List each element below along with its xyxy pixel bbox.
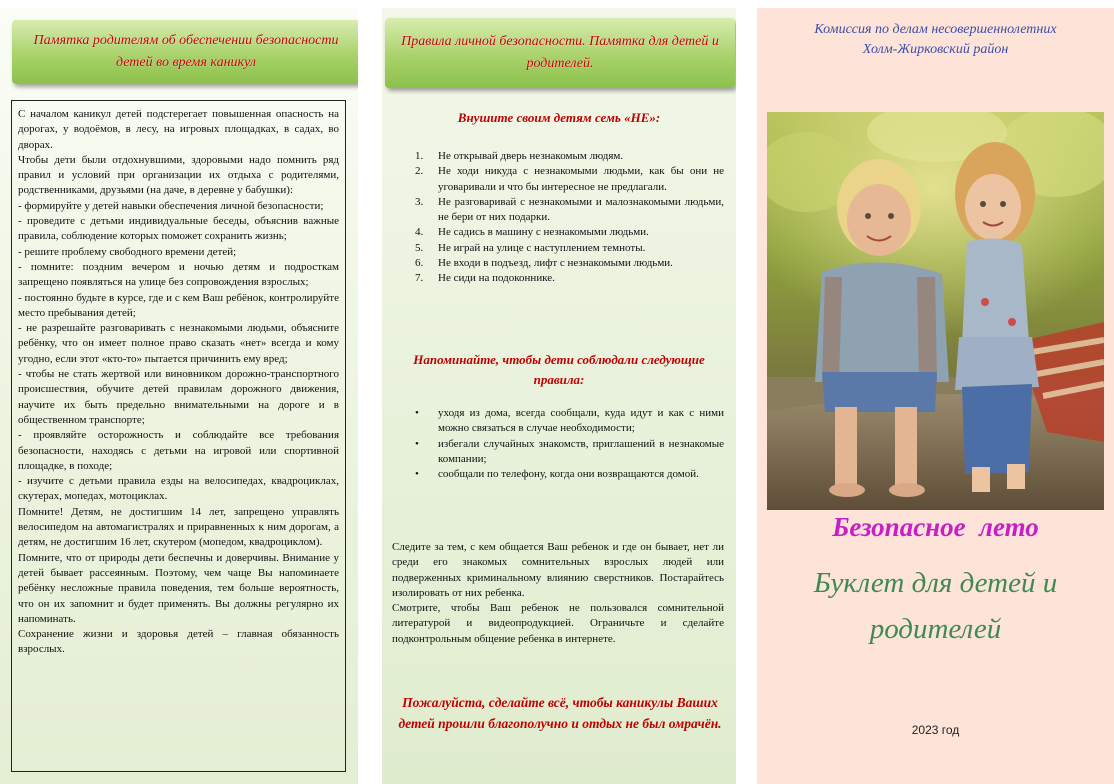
closing-message: Пожалуйста, сделайте всё, чтобы каникулы Ваших детей прошли благополучно и отдых не был омрачён.: [398, 695, 722, 731]
remind-heading: Напоминайте, чтобы дети соблюдали следующие правила:: [413, 352, 705, 387]
bullet-item: • избегали случайных знакомств, приглашений в незнакомые компании;: [415, 437, 724, 465]
left-title-box: [12, 20, 358, 84]
rules-list: [382, 149, 732, 287]
children-photo-image: [767, 112, 1104, 510]
booklet-line-1: Буклет для детей и: [813, 567, 1058, 599]
left-paragraph: - проявляйте осторожность и соблюдайте все требования безопасности, находясь с детьми на игровой или спортивной площадке, в походе;: [18, 429, 339, 472]
commission-header: [757, 20, 1114, 60]
commission-line: Комиссия по делам несовершеннолетних: [814, 22, 1057, 37]
left-paragraph: - изучите с детьми правила езды на велосипедах, квадроциклах, скутерах, мопедах, мотоциклах.: [18, 475, 339, 503]
rule-item: 2. Не ходи никуда с незнакомыми людьми, как бы они не уговаривали и что бы интересное не предлагали.: [415, 165, 724, 193]
left-text-box: [11, 100, 346, 772]
booklet-title: [757, 560, 1114, 652]
safe-summer-title: Безопасное лето: [832, 512, 1039, 542]
bullet-item: • уходя из дома, всегда сообщали, куда идут и как с ними можно связаться в случае необходимости;: [415, 407, 724, 435]
middle-title: Правила личной безопасности. Памятка для детей и родителей.: [401, 34, 719, 71]
bullets-list: [382, 406, 732, 482]
rule-item: 7. Не сиди на подоконнике.: [415, 272, 555, 285]
rule-item: 6. Не входи в подъезд, лифт с незнакомыми людьми.: [415, 257, 673, 270]
bullet-item: • сообщали по телефону, когда они возвращаются домой.: [415, 468, 699, 481]
left-paragraph: Помните, что от природы дети беспечны и доверчивы. Внимание у детей бывает рассеянным. Поэтому, чем чаще Вы напоминаете ребёнку несложные правила поведения, тем больше вероятность, что он их запомнит и будет применять. Вы должны регулярно их напоминать.: [18, 551, 339, 625]
advice-block: [392, 540, 724, 647]
left-paragraph: Чтобы дети были отдохнувшими, здоровыми надо помнить ряд правил и условий при организации их отдыха с родителями, родственниками, друзьями (на даче, в деревне у бабушки):: [18, 153, 339, 197]
left-paragraph: - постоянно будьте в курсе, где и с кем Ваш ребёнок, контролируйте место пребывания детей;: [18, 291, 339, 319]
left-paragraph: - решите проблему свободного времени детей;: [18, 245, 237, 258]
left-panel: [0, 8, 358, 784]
left-paragraph: Помните! Детям, не достигшим 14 лет, запрещено управлять велосипедом на автомагистралях и приравненных к ним дорогам, а детям, не достигшим 16 лет, скутером (мопедом, квадроциклом).: [18, 505, 339, 549]
middle-panel: [382, 8, 736, 784]
rule-item: 1. Не открывай дверь незнакомым людям.: [415, 150, 624, 162]
left-paragraph: Сохранение жизни и здоровья детей – главная обязанность взрослых.: [18, 628, 339, 656]
left-paragraph: - формируйте у детей навыки обеспечения личной безопасности;: [18, 199, 324, 212]
left-title: Памятка родителям об обеспечении безопасности детей во время каникул: [33, 33, 339, 70]
left-paragraph: С началом каникул детей подстерегает повышенная опасность на дорогах, у водоёмов, в лесу, на игровых площадках, в садах, во дворах.: [18, 108, 339, 151]
year: 2023 год: [911, 723, 960, 737]
advice-paragraph: Следите за тем, с кем общается Ваш ребенок и где он бывает, нет ли среди его знакомых сомнительных взрослых людей или подверженных криминальному влиянию сверстников. Постарайтесь изолировать от них ребенка.: [392, 541, 724, 599]
left-paragraph: - проведите с детьми индивидуальные беседы, объяснив важные правила, соблюдение которых поможет сохранить жизнь;: [18, 215, 339, 243]
rule-item: 4. Не садись в машину с незнакомыми людьми.: [415, 226, 649, 239]
rule-item: 5. Не играй на улице с наступлением темноты.: [415, 241, 646, 254]
right-panel: [757, 8, 1114, 784]
middle-title-box: [385, 18, 735, 88]
left-paragraph: - помните: поздним вечером и ночью детям и подросткам запрещено появляться на улице без сопровождения взрослых;: [18, 260, 339, 289]
seven-ne-heading: Внушите своим детям семь «НЕ»:: [457, 110, 661, 125]
district-line: Холм-Жирковский район: [862, 42, 1009, 57]
left-paragraph: - не разрешайте разговаривать с незнакомыми людьми, объясните ребёнку, что он имеет полное право сказать «нет» всегда и кому угодно, если этот «кто-то» пытается причинить ему вред;: [18, 322, 339, 365]
rule-item: 3. Не разговаривай с незнакомыми и малознакомыми людьми, не бери от них подарки.: [415, 195, 724, 224]
children-photo: [767, 112, 1104, 510]
advice-paragraph: Смотрите, чтобы Ваш ребенок не пользовался сомнительной литературой и видеопродукцией. Ограничьте и сделайте подконтрольным общение ребенка в интернете.: [392, 602, 724, 645]
booklet-line-2: родителей: [869, 613, 1002, 645]
left-paragraph: - чтобы не стать жертвой или виновником дорожно-транспортного происшествия, обучите детей правилам дорожного движения, научите их быть предельно внимательными на дороге и в общественном транспорте;: [18, 368, 339, 426]
